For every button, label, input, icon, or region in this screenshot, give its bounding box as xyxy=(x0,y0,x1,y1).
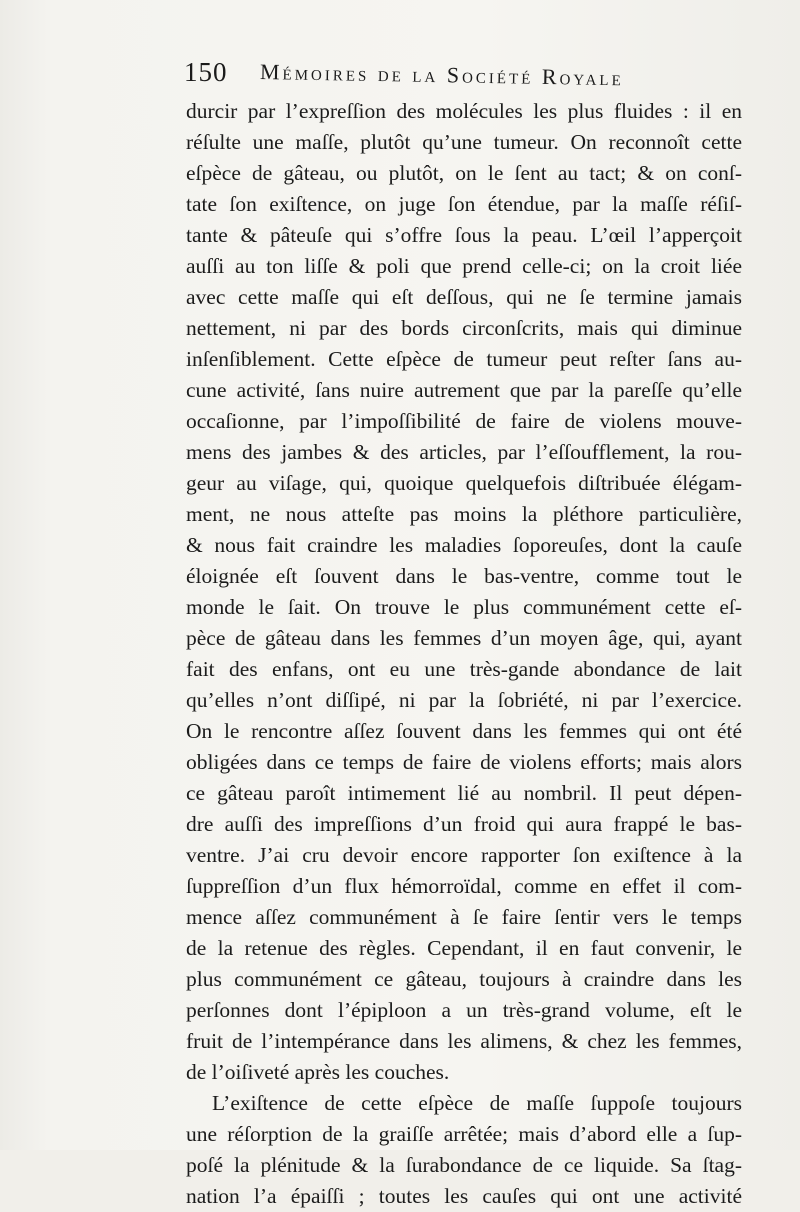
text-line: On le rencontre aſſez ſouvent dans les femmes qui ont été xyxy=(186,719,742,743)
text-line: durcir par l’expreſſion des molécules les plus fluides : il en xyxy=(186,99,742,123)
text-line: qu’elles n’ont diſſipé, ni par la ſobriété, ni par l’exercice. xyxy=(186,688,742,712)
text-line: une réſorption de la graiſſe arrêtée; mais d’abord elle a ſup- xyxy=(186,1122,742,1146)
text-line: éloignée eſt ſouvent dans le bas-ventre, comme tout le xyxy=(186,564,742,588)
paragraph-end-line: de l’oiſiveté après les couches. xyxy=(186,1060,450,1084)
text-line: fait des enfans, ont eu une très-gande abondance de lait xyxy=(186,657,742,681)
text-line: nation l’a épaiſſi ; toutes les cauſes qui ont une activité xyxy=(186,1184,742,1208)
text-line: de la retenue des règles. Cependant, il en faut convenir, le xyxy=(186,936,742,960)
text-line: mence aſſez communément à ſe faire ſentir vers le temps xyxy=(186,905,742,929)
text-line: inſenſiblement. Cette eſpèce de tumeur peut reſter ſans au- xyxy=(186,347,742,371)
text-line: poſé la plénitude & la ſurabondance de ce liquide. Sa ſtag- xyxy=(186,1153,742,1177)
text-line: plus communément ce gâteau, toujours à craindre dans les xyxy=(186,967,742,991)
text-line: auſſi au ton liſſe & poli que prend celle-ci; on la croit liée xyxy=(186,254,742,278)
text-line: geur au viſage, qui, quoique quelquefois diſtribuée élégam- xyxy=(186,471,742,495)
text-line: eſpèce de gâteau, ou plutôt, on le ſent au tact; & on conſ- xyxy=(186,161,742,185)
text-line: monde le ſait. On trouve le plus communément cette eſ- xyxy=(186,595,742,619)
text-line: ventre. J’ai cru devoir encore rapporter ſon exiſtence à la xyxy=(186,843,742,867)
text-line: ce gâteau paroît intimement lié au nombril. Il peut dépen- xyxy=(186,781,742,805)
text-line: ſuppreſſion d’un flux hémorroïdal, comme en effet il com- xyxy=(186,874,742,898)
paragraph-start-line: L’exiſtence de cette eſpèce de maſſe ſuppoſe toujours xyxy=(212,1091,742,1115)
text-line: pèce de gâteau dans les femmes d’un moyen âge, qui, ayant xyxy=(186,626,742,650)
text-line: nettement, ni par des bords circonſcrits, mais qui diminue xyxy=(186,316,742,340)
text-line: dre auſſi des impreſſions d’un froid qui aura frappé le bas- xyxy=(186,812,742,836)
text-line: fruit de l’intempérance dans les alimens, & chez les femmes, xyxy=(186,1029,742,1053)
text-line: ment, ne nous atteſte pas moins la pléthore particulière, xyxy=(186,502,742,526)
text-line: tate ſon exiſtence, on juge ſon étendue, par la maſſe réſiſ- xyxy=(186,192,742,216)
text-line: & nous fait craindre les maladies ſoporeuſes, dont la cauſe xyxy=(186,533,742,557)
page-header xyxy=(184,55,740,91)
text-line: avec cette maſſe qui eſt deſſous, qui ne ſe termine jamais xyxy=(186,285,742,309)
text-line: cune activité, ſans nuire autrement que par la pareſſe qu’elle xyxy=(186,378,742,402)
running-title: Mémoires de la Société Royale xyxy=(259,59,624,91)
text-line: occaſionne, par l’impoſſibilité de faire de violens mouve- xyxy=(186,409,742,433)
text-line: mens des jambes & des articles, par l’eſſoufflement, la rou- xyxy=(186,440,742,464)
text-line: obligées dans ce temps de faire de violens efforts; mais alors xyxy=(186,750,742,774)
page-number: 150 xyxy=(184,57,228,87)
text-line: perſonnes dont l’épiploon a un très-grand volume, eſt le xyxy=(186,998,742,1022)
text-line: réſulte une maſſe, plutôt qu’une tumeur. On reconnoît cette xyxy=(186,130,742,154)
text-line: tante & pâteuſe qui s’offre ſous la peau. L’œil l’apperçoit xyxy=(186,223,742,247)
body-text xyxy=(186,96,742,1212)
